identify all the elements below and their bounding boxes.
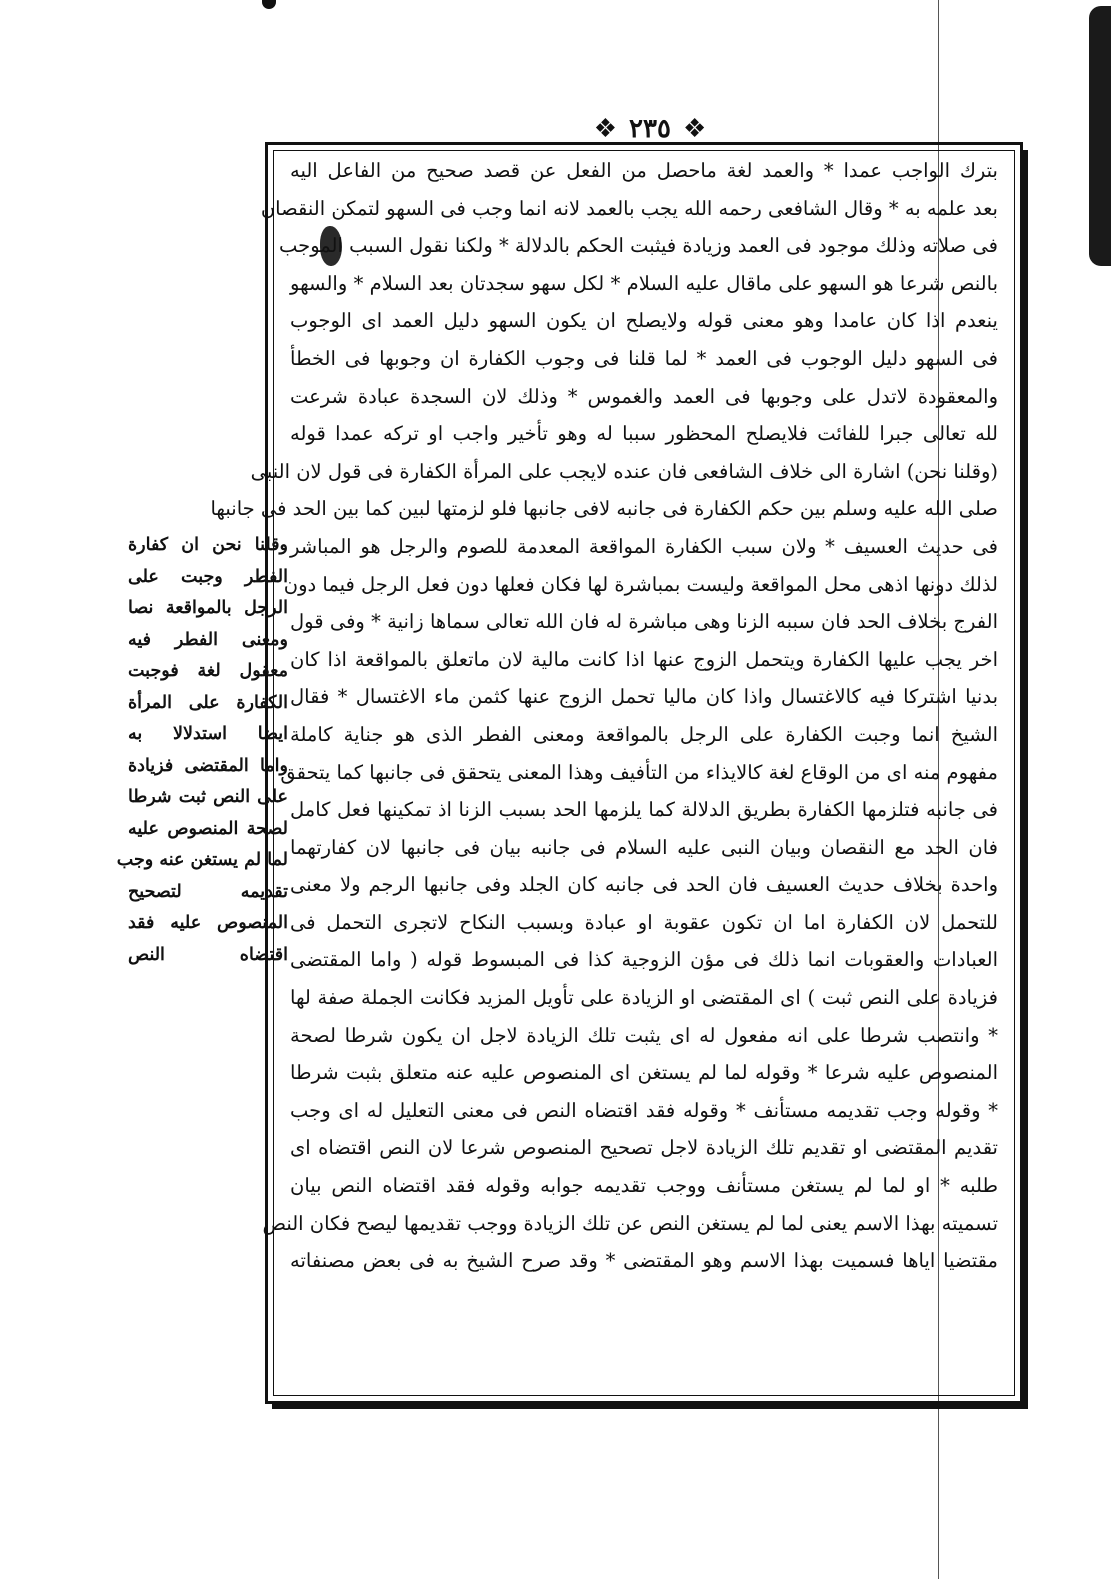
frame-shadow-bottom (272, 1404, 1028, 1409)
text-line: ينعدم اذا كان عامدا وهو معنى قوله ولايصلح ان يكون السهو دليل العمد اى الوجوب (290, 309, 998, 333)
text-line: صلى الله عليه وسلم بين حكم الكفارة فى جانبه لافى جانبها فلو لزمتها لبين كما بين الحد فى جانبها (210, 497, 998, 521)
margin-note-line: لصحة المنصوص عليه (128, 818, 288, 839)
margin-note-line: ومعنى الفطر فيه (128, 629, 288, 650)
text-line: تسميته بهذا الاسم يعنى لما لم يستغن النص عن تلك الزيادة ووجب تقديمها ليصح فكان النص (262, 1211, 998, 1235)
margin-note-line: معقول لغة فوجبت (128, 661, 288, 681)
main-text-block (210, 152, 998, 1392)
text-line: فى حديث العسيف * ولان سبب الكفارة المواقعة المعدمة للصوم والرجل هو المباشر (290, 534, 998, 558)
text-line: طلبه * او لما لم يستغن مستأنف ووجب تقديمه جوابه وقوله فقد اقتضاه النص بيان (290, 1174, 998, 1198)
text-line: بالنص شرعا هو السهو على ماقال عليه السلام * لكل سهو سجدتان بعد السلام * والسهو (290, 271, 998, 295)
text-line: * وانتصب شرطا على انه مفعول له اى يثبت تلك الزيادة لاجل ان يكون شرطا لصحة (290, 1023, 998, 1047)
margin-note-line: الكفارة على المرأة (128, 692, 288, 713)
margin-note-line: المنصوص عليه فقد (128, 913, 288, 933)
text-line: العبادات والعقوبات انما ذلك فى مؤن الزوجية كذا فى المبسوط قوله ( واما المقتضى (290, 948, 998, 972)
text-line: لذلك دونها اذهى محل المواقعة وليست بمباشرة لها فكان فعلها دون فعل الرجل فيما دون (283, 572, 998, 596)
text-line: بعد علمه به * وقال الشافعى رحمه الله يجب بالعمد لانه انما وجب فى السهو لتمكن النقصان (260, 196, 998, 220)
page-edge-shadow (1089, 6, 1111, 266)
text-line: (وقلنا نحن) اشارة الى خلاف الشافعى فان عنده لايجب على المرأة الكفارة فى قول لان النبى (250, 459, 998, 483)
text-line: بدنيا اشتركا فيه كالاغتسال واذا كان ماليا تحمل الزوج عنها كثمن ماء الاغتسال * فقال (290, 685, 998, 709)
margin-note-line: الفطر وجبت على (128, 566, 288, 587)
text-line: للتحمل لان الكفارة اما ان تكون عقوبة او عبادة وبسبب النكاح لاتجرى التحمل فى (290, 910, 998, 934)
text-line: مفهوم منه اى من الوقاع لغة كالايذاء من التأفيف وهذا المعنى يتحقق فى جانبها كما يتحقق (280, 760, 998, 784)
ink-corner-mark (262, 0, 276, 9)
text-line: فان الحد مع النقصان وبيان النبى عليه السلام فى جانبه بيان فى جانبها لان كفارتهما (290, 835, 998, 859)
text-line: فى السهو دليل الوجوب فى العمد * لما قلنا فى وجوب الكفارة ان وجوبها فى الخطأ (290, 346, 998, 370)
ornament-right-icon: ❖ (682, 114, 707, 144)
text-line: المنصوص عليه شرعا * وقوله لما لم يستغن اى المنصوص عليه عنه متعلق بثبت شرطا (290, 1061, 998, 1085)
frame-shadow-right (1023, 150, 1028, 1408)
text-line: فى صلاته وذلك موجود فى العمد وزيادة فيثبت الحكم بالدلالة * ولكنا نقول السبب الموجب (279, 234, 998, 258)
margin-note-line: على النص ثبت شرطا (128, 787, 288, 807)
text-line: واحدة بخلاف حديث العسيف فان الحد فى جانبه كان الجلد وفى جانبها الرجم ولا معنى (290, 873, 998, 897)
margin-note-line: اقتضاه النص (128, 944, 288, 965)
margin-note-line: وقلنا نحن ان كفارة (128, 535, 288, 555)
ornament-left-icon: ❖ (593, 114, 618, 144)
text-line: والمعقودة لاتدل على وجوبها فى العمد والغموس * وذلك لان السجدة عبادة شرعت (290, 384, 998, 408)
text-line: تقديم المقتضى او تقديم تلك الزيادة لاجل تصحيح المنصوص شرعا لان النص اقتضاه اى (290, 1136, 998, 1160)
text-line: اخر يجب عليها الكفارة ويتحمل الزوج عنها اذا كانت مالية لان ماتعلق بالمواقعة اذا كان (290, 647, 998, 671)
margin-note-line: ايضا استدلالا به (128, 724, 288, 744)
margin-note-line: واما المقتضى فزيادة (128, 755, 288, 776)
text-line: بترك الواجب عمدا * والعمد لغة ماحصل من الفعل عن قصد صحيح من الفاعل اليه (290, 159, 998, 182)
page-header (560, 112, 740, 146)
text-line: الفرج بخلاف الحد فان سببه الزنا وهى مباشرة له فان الله تعالى سماها زانية * وفى قول (290, 610, 998, 634)
margin-note-line: تقديمه لتصحيح (128, 881, 288, 902)
margin-note-line: الرجل بالمواقعة نصا (128, 598, 288, 618)
text-line: لله تعالى جبرا للفائت فلايصلح المحظور سببا له وهو تأخير واجب او تركه عمدا قوله (290, 422, 998, 446)
text-line: الشيخ انما وجبت الكفارة على الرجل بالمواقعة ومعنى الفطر الذى هو جناية كاملة (290, 722, 998, 746)
margin-note-line: لما لم يستغن عنه وجب (116, 850, 288, 870)
page-number: ٢٣٥ (629, 114, 671, 144)
text-line: * وقوله وجب تقديمه مستأنف * وقوله فقد اقتضاه النص فى معنى التعليل له اى وجب (290, 1098, 998, 1122)
text-line: مقتضيا اياها فسميت بهذا الاسم وهو المقتضى * وقد صرح الشيخ به فى بعض مصنفاته (290, 1249, 998, 1273)
text-line: فى جانبه فتلزمها الكفارة بطريق الدلالة كما يلزمها الحد بسبب الزنا اذ تمكينها فعل كامل (290, 798, 998, 822)
margin-note (116, 530, 288, 1070)
text-line: فزيادة على النص ثبت ) اى المقتضى او الزيادة على تأويل المزيد فكانت الجملة صفة لها (290, 986, 998, 1010)
